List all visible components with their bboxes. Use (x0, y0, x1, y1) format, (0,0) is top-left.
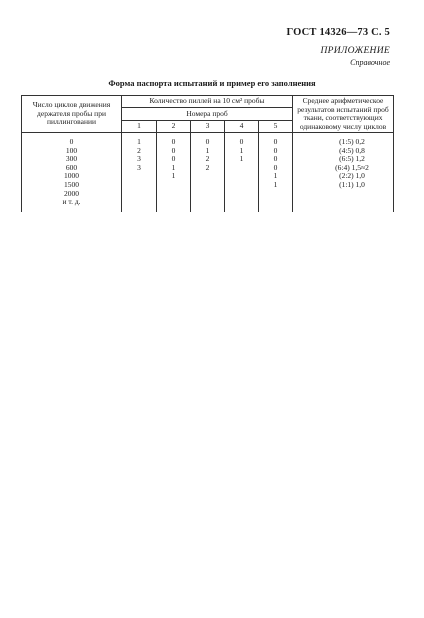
cell-sample-2 (157, 190, 191, 199)
header-pills-count: Количество пиллей на 10 см² пробы (122, 96, 293, 108)
appendix-label: ПРИЛОЖЕНИЕ (320, 46, 390, 56)
cell-sample-1: 3 (122, 164, 157, 173)
cell-sample-1: 3 (122, 155, 157, 164)
appendix-block (321, 46, 391, 68)
cell-sample-1 (122, 198, 157, 212)
cell-cycles: 600 (22, 164, 122, 173)
cell-average: (2:2) 1,0 (293, 172, 394, 181)
cell-sample-4: 1 (225, 155, 259, 164)
cell-sample-3 (191, 181, 225, 190)
cell-sample-3 (191, 172, 225, 181)
table-body (22, 133, 394, 213)
cell-cycles: 1500 (22, 181, 122, 190)
cell-sample-4 (225, 181, 259, 190)
cell-sample-2: 1 (157, 164, 191, 173)
cell-sample-4 (225, 190, 259, 199)
cell-sample-1: 1 (122, 133, 157, 147)
cell-cycles: 2000 (22, 190, 122, 199)
header-sample-3: 3 (191, 120, 225, 132)
cell-sample-5: 0 (259, 133, 293, 147)
table-row (22, 198, 394, 212)
cell-sample-3 (191, 190, 225, 199)
cell-average: (6:5) 1,2 (293, 155, 394, 164)
cell-sample-1 (122, 190, 157, 199)
cell-sample-3: 2 (191, 155, 225, 164)
cell-cycles: 0 (22, 133, 122, 147)
cell-cycles: и т. д. (22, 198, 122, 212)
cell-sample-4 (225, 164, 259, 173)
cell-average (293, 198, 394, 212)
cell-sample-2: 1 (157, 172, 191, 181)
cell-sample-5 (259, 190, 293, 199)
cell-sample-3: 2 (191, 164, 225, 173)
cell-average: (6:4) 1,5≈2 (293, 164, 394, 173)
cell-average: (1:1) 1,0 (293, 181, 394, 190)
cell-sample-2 (157, 198, 191, 212)
header-sample-2: 2 (157, 120, 191, 132)
cell-sample-1 (122, 181, 157, 190)
cell-cycles: 100 (22, 147, 122, 156)
cell-sample-2 (157, 181, 191, 190)
cell-sample-4: 0 (225, 133, 259, 147)
header-sample-4: 4 (225, 120, 259, 132)
cell-sample-2: 0 (157, 155, 191, 164)
cell-sample-1 (122, 172, 157, 181)
cell-sample-2: 0 (157, 147, 191, 156)
cell-sample-5: 1 (259, 181, 293, 190)
cell-sample-5 (259, 198, 293, 212)
table-row (22, 133, 394, 147)
cell-sample-3: 0 (191, 133, 225, 147)
appendix-sublabel: Справочное (350, 58, 390, 67)
passport-table (21, 95, 394, 212)
cell-cycles: 300 (22, 155, 122, 164)
page-header: ГОСТ 14326—73 С. 5 (286, 27, 390, 38)
cell-sample-4: 1 (225, 147, 259, 156)
cell-cycles: 1000 (22, 172, 122, 181)
cell-sample-2: 0 (157, 133, 191, 147)
header-cycles: Число циклов движения держателя пробы при пиллинговании (22, 96, 122, 133)
cell-sample-1: 2 (122, 147, 157, 156)
cell-sample-3 (191, 198, 225, 212)
header-sample-1: 1 (122, 120, 157, 132)
cell-average (293, 190, 394, 199)
header-sample-5: 5 (259, 120, 293, 132)
header-sample-numbers: Номера проб (122, 108, 293, 120)
cell-sample-5: 0 (259, 147, 293, 156)
table-title: Форма паспорта испытаний и пример его заполнения (108, 78, 316, 88)
header-average: Среднее арифметическое результатов испытаний проб ткани, соответствующих одинаковому числу циклов (293, 96, 394, 133)
cell-sample-5: 0 (259, 155, 293, 164)
cell-sample-5: 0 (259, 164, 293, 173)
cell-average: (4:5) 0,8 (293, 147, 394, 156)
cell-sample-5: 1 (259, 172, 293, 181)
cell-sample-3: 1 (191, 147, 225, 156)
cell-sample-4 (225, 198, 259, 212)
cell-sample-4 (225, 172, 259, 181)
cell-average: (1:5) 0,2 (293, 133, 394, 147)
